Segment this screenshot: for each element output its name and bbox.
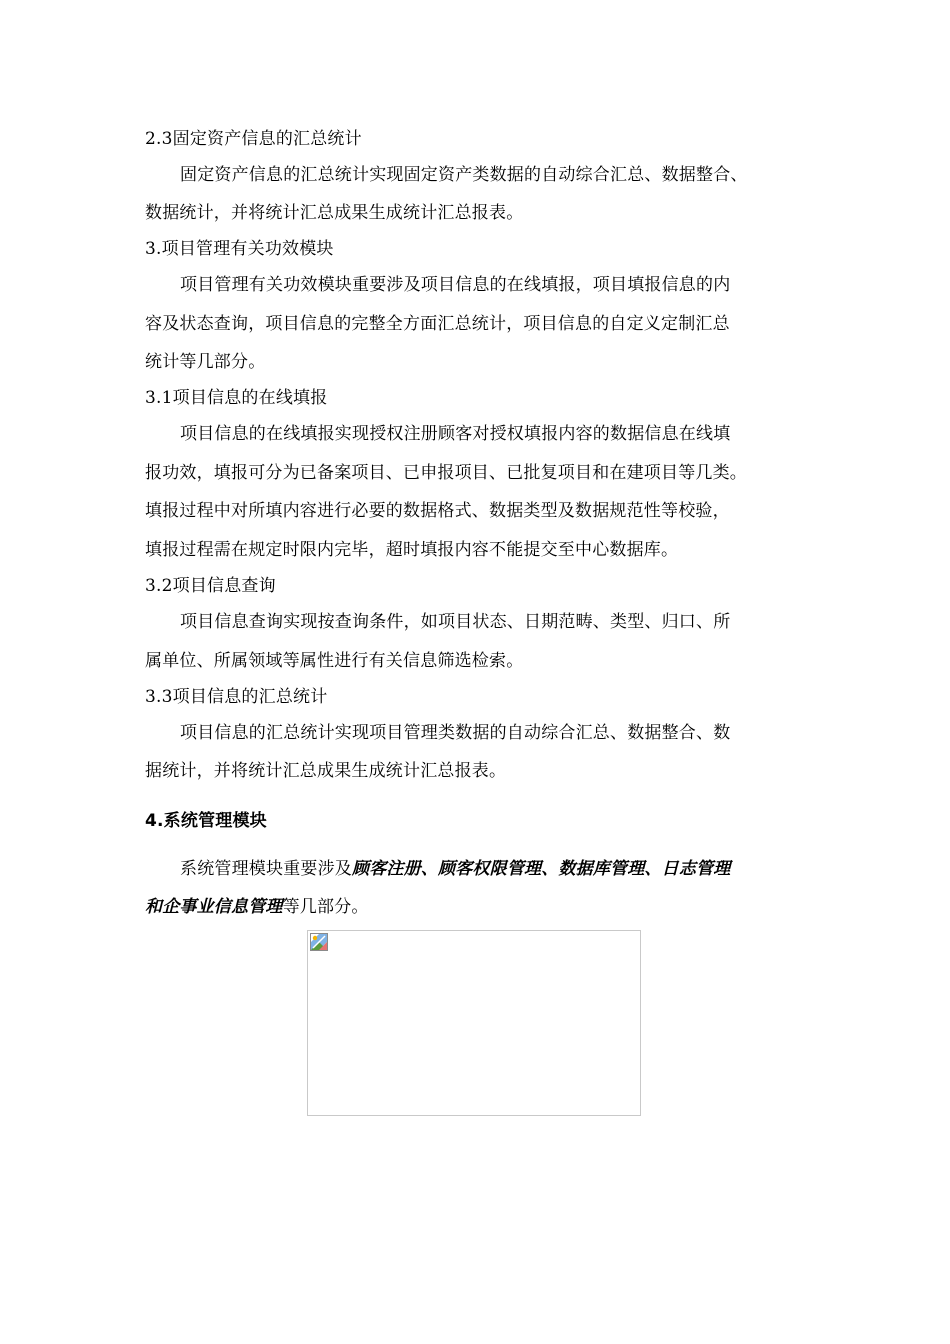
section-3-2-title: 3.2项目信息查询 <box>145 576 276 596</box>
emphasized-term: 和企事业信息管理 <box>145 897 283 917</box>
section-4-paragraph-line-1 <box>180 858 860 880</box>
section-3-1-title: 3.1项目信息的在线填报 <box>145 388 328 408</box>
paragraph-line: 填报过程中对所填内容进行必要的数据格式、数据类型及数据规范性等校验， <box>145 501 730 521</box>
paragraph-line: 项目信息的汇总统计实现项目管理类数据的自动综合汇总、数据整合、数 <box>180 723 731 743</box>
broken-image-icon <box>310 933 328 951</box>
section-2-3-title: 2.3固定资产信息的汇总统计 <box>145 129 362 149</box>
paragraph-line: 报功效，填报可分为已备案项目、已申报项目、已批复项目和在建项目等几类。 <box>145 463 747 483</box>
separator: 、 <box>644 859 662 879</box>
paragraph-text: 等几部分。 <box>282 897 369 917</box>
paragraph-text: 系统管理模块重要涉及 <box>180 859 352 879</box>
paragraph-line: 项目信息的在线填报实现授权注册顾客对授权填报内容的数据信息在线填 <box>180 424 731 444</box>
emphasized-term: 数据库管理 <box>558 859 645 879</box>
section-4-paragraph-line-2 <box>145 896 825 918</box>
paragraph-line: 数据统计，并将统计汇总成果生成统计汇总报表。 <box>145 203 524 223</box>
paragraph-line: 项目信息查询实现按查询条件，如项目状态、日期范畴、类型、归口、所 <box>180 612 731 632</box>
section-3-title: 3.项目管理有关功效模块 <box>145 239 334 259</box>
paragraph-line: 固定资产信息的汇总统计实现固定资产类数据的自动综合汇总、数据整合、 <box>180 165 748 185</box>
emphasized-term: 顾客权限管理 <box>438 859 542 879</box>
emphasized-term: 日志管理 <box>661 859 731 879</box>
section-4-title: 4.系统管理模块 <box>145 811 267 831</box>
paragraph-line: 统计等几部分。 <box>145 352 266 372</box>
paragraph-line: 填报过程需在规定时限内完毕，超时填报内容不能提交至中心数据库。 <box>145 540 679 560</box>
paragraph-line: 项目管理有关功效模块重要涉及项目信息的在线填报，项目填报信息的内 <box>180 275 731 295</box>
paragraph-line: 属单位、所属领域等属性进行有关信息筛选检索。 <box>145 651 524 671</box>
paragraph-line: 据统计，并将统计汇总成果生成统计汇总报表。 <box>145 761 507 781</box>
emphasized-term: 顾客注册 <box>352 859 421 879</box>
paragraph-line: 容及状态查询，项目信息的完整全方面汇总统计，项目信息的自定义定制汇总 <box>145 314 730 334</box>
separator: 、 <box>541 859 559 879</box>
separator: 、 <box>420 859 439 879</box>
section-3-3-title: 3.3项目信息的汇总统计 <box>145 687 328 707</box>
image-placeholder <box>307 930 641 1116</box>
